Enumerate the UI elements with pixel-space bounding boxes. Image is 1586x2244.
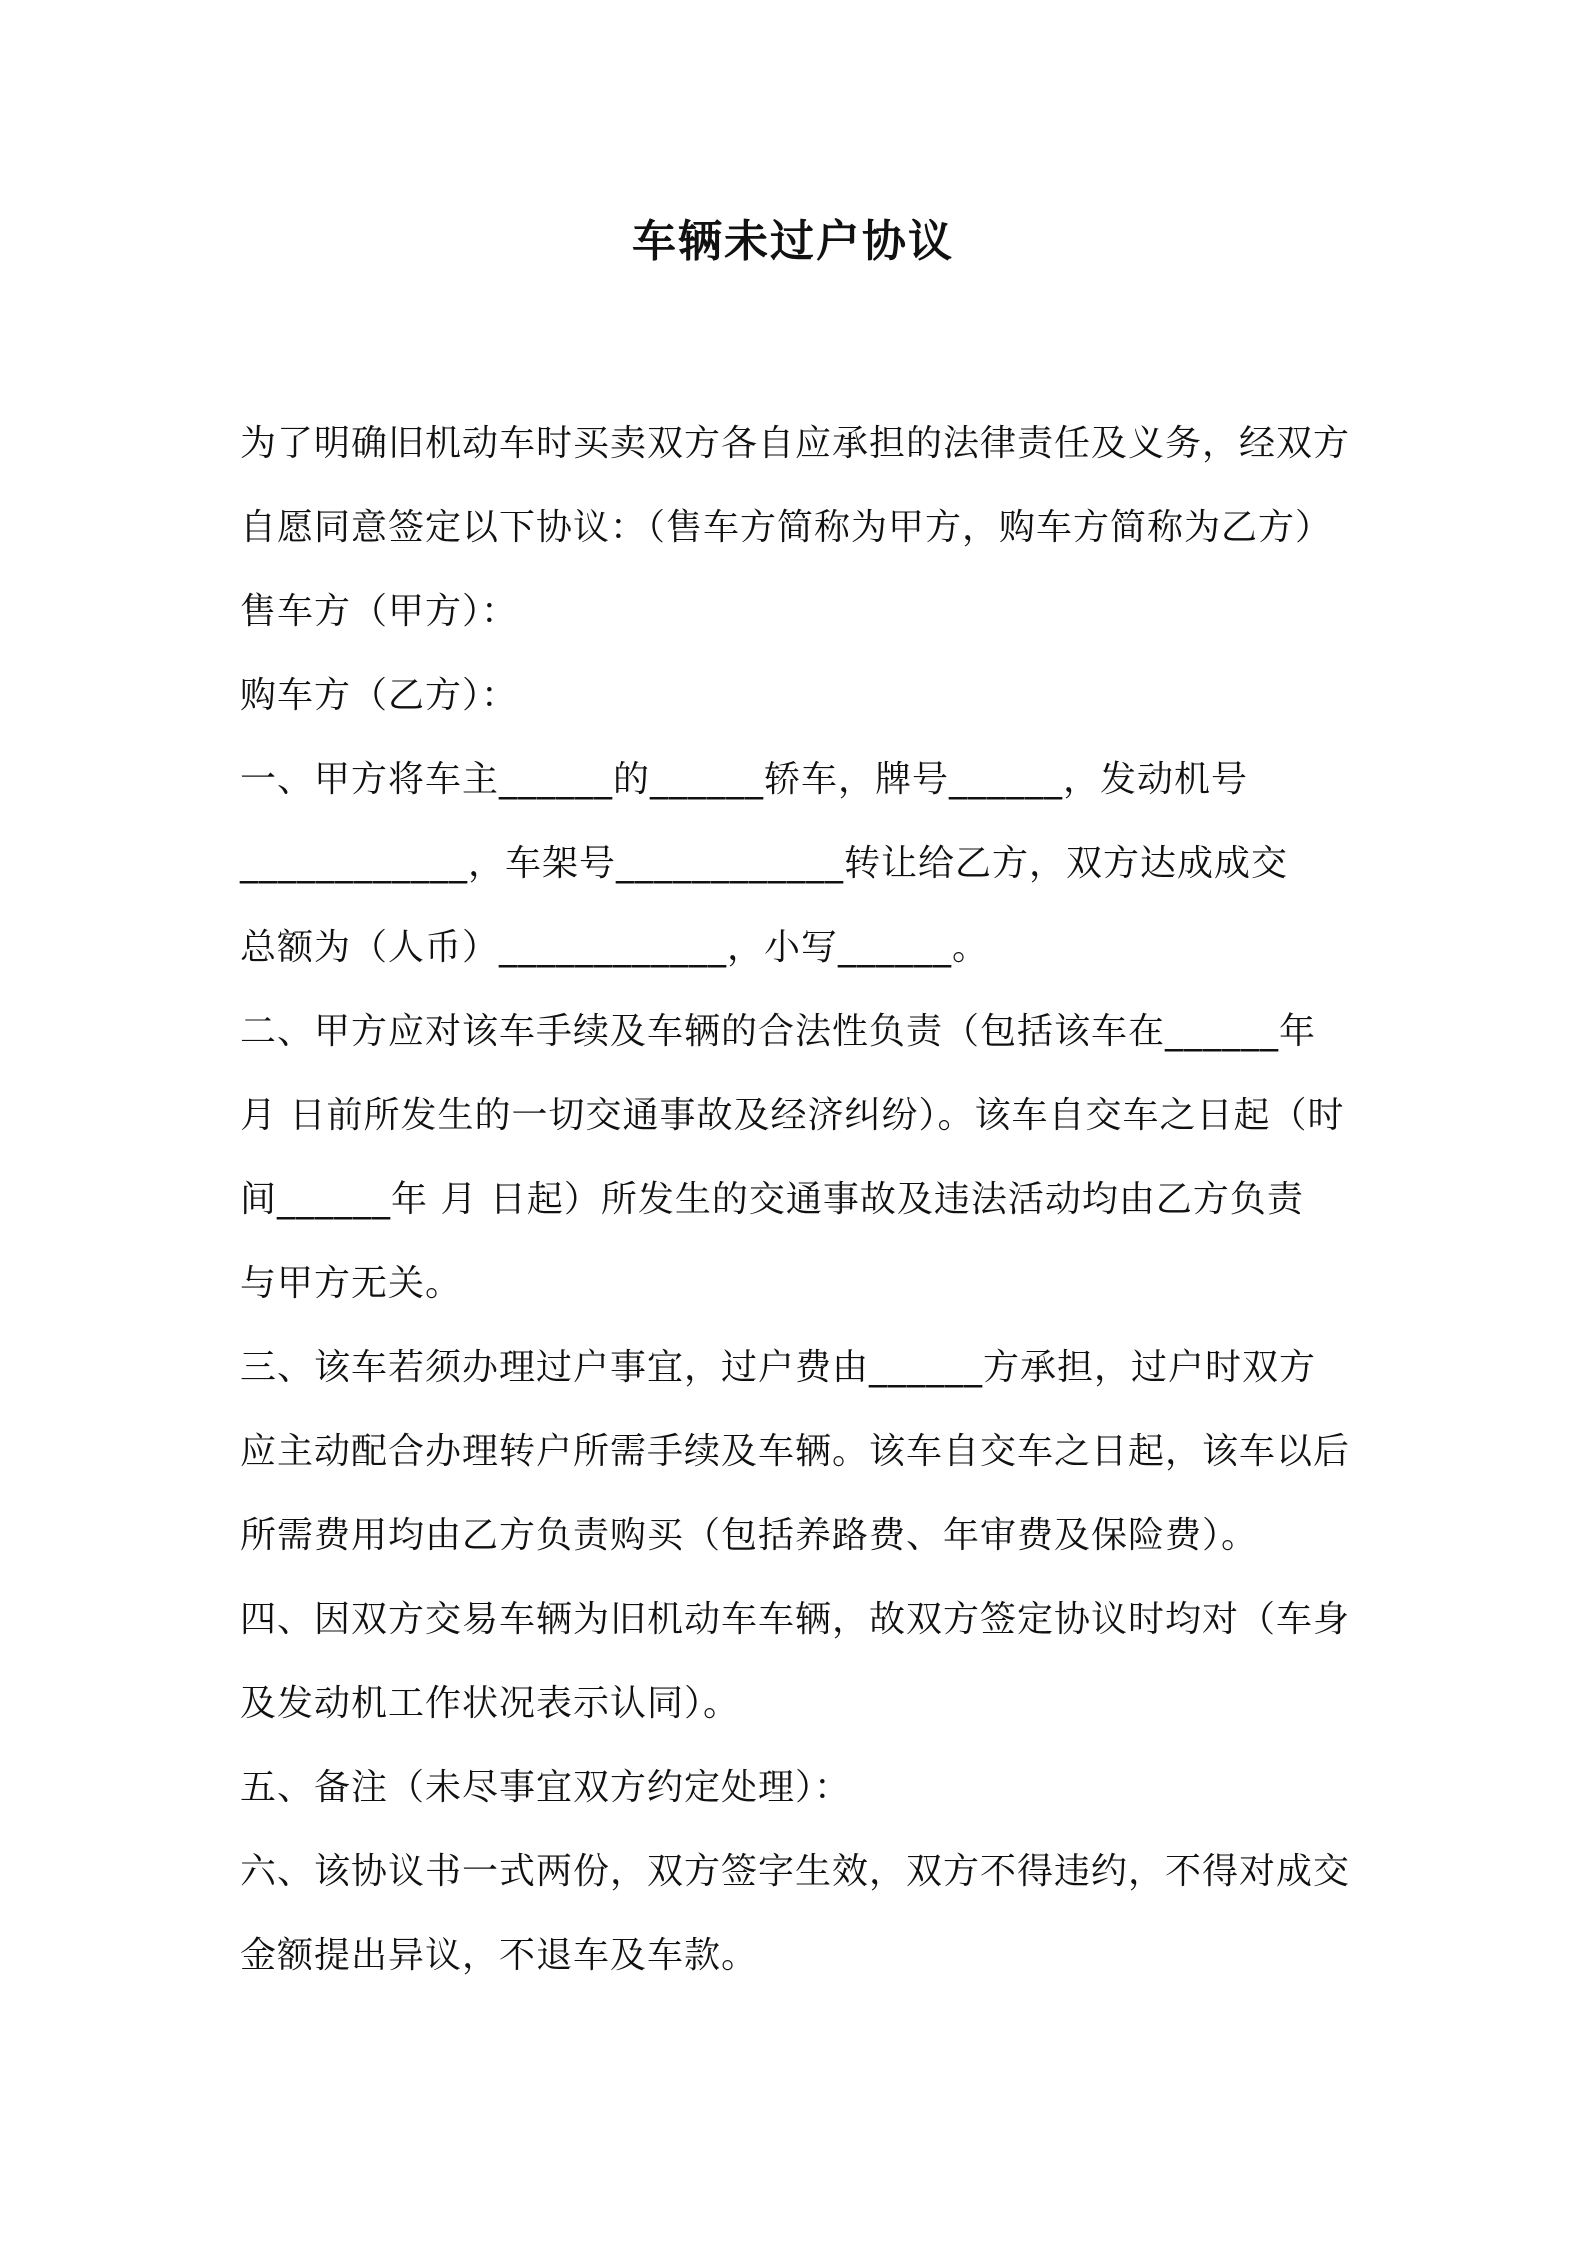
buyer-line: 购车方（乙方）： (240, 675, 519, 716)
clause-1-line-1: 一、甲方将车主______的______轿车，牌号______，发动机号 (240, 759, 1249, 800)
intro-line-2: 自愿同意签定以下协议：（售车方简称为甲方，购车方简称为乙方） (240, 507, 1333, 548)
clause-1-line-3: 总额为（人币）____________，小写______。 (240, 927, 990, 968)
document-title: 车辆未过户协议 (632, 216, 954, 267)
agreement-body (240, 402, 1360, 1998)
clause-2-line-4: 与甲方无关。 (240, 1263, 463, 1304)
clause-2-line-1: 二、甲方应对该车手续及车辆的合法性负责（包括该车在______年 (240, 1011, 1317, 1052)
clause-4-line-2: 及发动机工作状况表示认同）。 (240, 1683, 741, 1724)
clause-3-line-1: 三、该车若须办理过户事宜，过户费由______方承担，过户时双方 (240, 1347, 1317, 1388)
clause-5-line-1: 五、备注（未尽事宜双方约定处理）： (240, 1767, 852, 1808)
clause-3-line-3: 所需费用均由乙方负责购买（包括养路费、年审费及保险费）。 (240, 1515, 1259, 1556)
clause-3-line-2: 应主动配合办理转户所需手续及车辆。该车自交车之日起，该车以后 (240, 1431, 1351, 1472)
clause-1-line-2: ____________，车架号____________转让给乙方，双方达成成交 (240, 843, 1289, 884)
clause-2-line-3: 间______年 月 日起）所发生的交通事故及违法活动均由乙方负责 (240, 1179, 1304, 1220)
clause-4-line-1: 四、因双方交易车辆为旧机动车车辆，故双方签定协议时均对（车身 (240, 1599, 1351, 1640)
clause-2-line-2: 月 日前所发生的一切交通事故及经济纠纷）。该车自交车之日起（时 (240, 1095, 1345, 1136)
intro-line-1: 为了明确旧机动车时买卖双方各自应承担的法律责任及义务，经双方 (240, 423, 1351, 464)
clause-6-line-2: 金额提出异议，不退车及车款。 (240, 1935, 759, 1976)
seller-line: 售车方（甲方）： (240, 591, 519, 632)
clause-6-line-1: 六、该协议书一式两份，双方签字生效，双方不得违约，不得对成交 (240, 1851, 1351, 1892)
